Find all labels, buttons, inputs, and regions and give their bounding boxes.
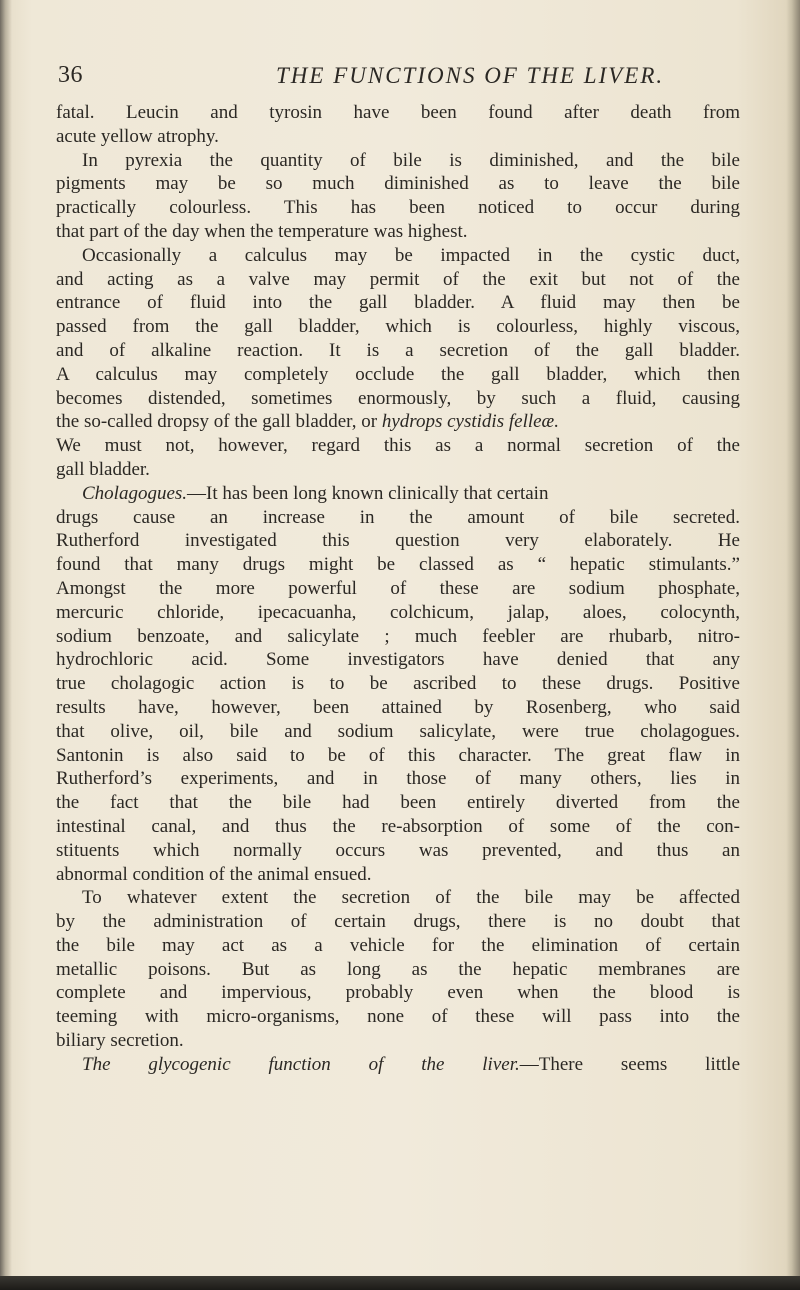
text-line: drugs cause an increase in the amount of bile secreted.	[56, 506, 740, 528]
text-line: results have, however, been attained by Rosenberg, who said	[56, 696, 740, 718]
text-line: In pyrexia the quantity of bile is diminished, and the bile	[82, 149, 740, 171]
text-line: that part of the day when the temperature was highest.	[56, 220, 468, 242]
text-line: true cholagogic action is to be ascribed to these drugs. Positive	[56, 673, 740, 695]
text-line: complete and impervious, probably even when the blood is	[56, 982, 740, 1004]
page-number: 36	[58, 62, 83, 88]
text-line: stituents which normally occurs was prevented, and thus an	[56, 839, 740, 861]
page-right-shadow	[786, 0, 800, 1290]
text-line: teeming with micro-organisms, none of these will pass into the	[56, 1006, 740, 1028]
text-line-mixed	[56, 410, 740, 434]
text-line: practically colourless. This has been noticed to occur during	[56, 197, 740, 219]
text-line: abnormal condition of the animal ensued.	[56, 863, 372, 885]
text-span: —There seems little	[519, 1053, 740, 1075]
text-line: becomes distended, sometimes enormously, by such a fluid, causing	[56, 387, 740, 409]
page-header	[52, 62, 742, 96]
body-text	[56, 101, 740, 1077]
latin-term: hydrops cystidis felleæ.	[381, 411, 559, 433]
text-line: the fact that the bile had been entirely diverted from the	[56, 792, 740, 814]
text-line: Occasionally a calculus may be impacted in the cystic duct,	[82, 244, 740, 266]
text-line: Rutherford’s experiments, and in those of many others, lies in	[56, 768, 740, 790]
text-line: fatal. Leucin and tyrosin have been found after death from	[56, 102, 740, 123]
text-line: To whatever extent the secretion of the bile may be affected	[82, 887, 740, 909]
text-line: gall bladder.	[56, 458, 150, 480]
text-line: We must not, however, regard this as a normal secretion of the	[56, 435, 740, 457]
text-line: by the administration of certain drugs, there is no doubt that	[56, 911, 740, 933]
text-line: hydrochloric acid. Some investigators have denied that any	[56, 649, 740, 671]
text-line: mercuric chloride, ipecacuanha, colchicum, jalap, aloes, colocynth,	[56, 601, 740, 623]
text-line: biliary secretion.	[56, 1030, 184, 1052]
text-line: intestinal canal, and thus the re-absorption of some of the con-	[56, 815, 740, 837]
text-span: —It has been long known clinically that certain	[187, 482, 549, 504]
text-line: and acting as a valve may permit of the exit but not of the	[56, 268, 740, 290]
page-left-shadow	[0, 0, 12, 1290]
text-span: the so-called dropsy of the gall bladder, or	[56, 411, 378, 433]
text-line: entrance of fluid into the gall bladder. A fluid may then be	[56, 292, 740, 314]
scan-bottom-edge	[0, 1276, 800, 1290]
section-heading-cholagogues: Cholagogues.	[82, 482, 188, 504]
text-line: Amongst the more powerful of these are sodium phosphate,	[56, 577, 740, 599]
text-line: that olive, oil, bile and sodium salicylate, were true cholagogues.	[56, 720, 740, 742]
section-heading-line	[56, 1053, 740, 1077]
text-line: Rutherford investigated this question very elaborately. He	[56, 530, 740, 552]
text-line: passed from the gall bladder, which is colourless, highly viscous,	[56, 316, 740, 338]
text-line: sodium benzoate, and salicylate ; much feebler are rhubarb, nitro-	[56, 625, 740, 647]
text-line: Santonin is also said to be of this character. The great flaw in	[56, 744, 740, 766]
text-line: the bile may act as a vehicle for the elimination of certain	[56, 934, 740, 956]
text-line: found that many drugs might be classed as “ hepatic stimulants.”	[56, 554, 740, 576]
text-line: A calculus may completely occlude the gall bladder, which then	[56, 363, 740, 385]
text-line: and of alkaline reaction. It is a secretion of the gall bladder.	[56, 339, 740, 361]
section-heading-glycogenic: The glycogenic function of the liver.	[82, 1053, 520, 1075]
running-head: THE FUNCTIONS OF THE LIVER.	[276, 63, 665, 88]
section-heading-line	[56, 482, 740, 506]
text-line: acute yellow atrophy.	[56, 125, 219, 147]
text-line: pigments may be so much diminished as to leave the bile	[56, 173, 740, 195]
text-line: metallic poisons. But as long as the hepatic membranes are	[56, 958, 740, 980]
